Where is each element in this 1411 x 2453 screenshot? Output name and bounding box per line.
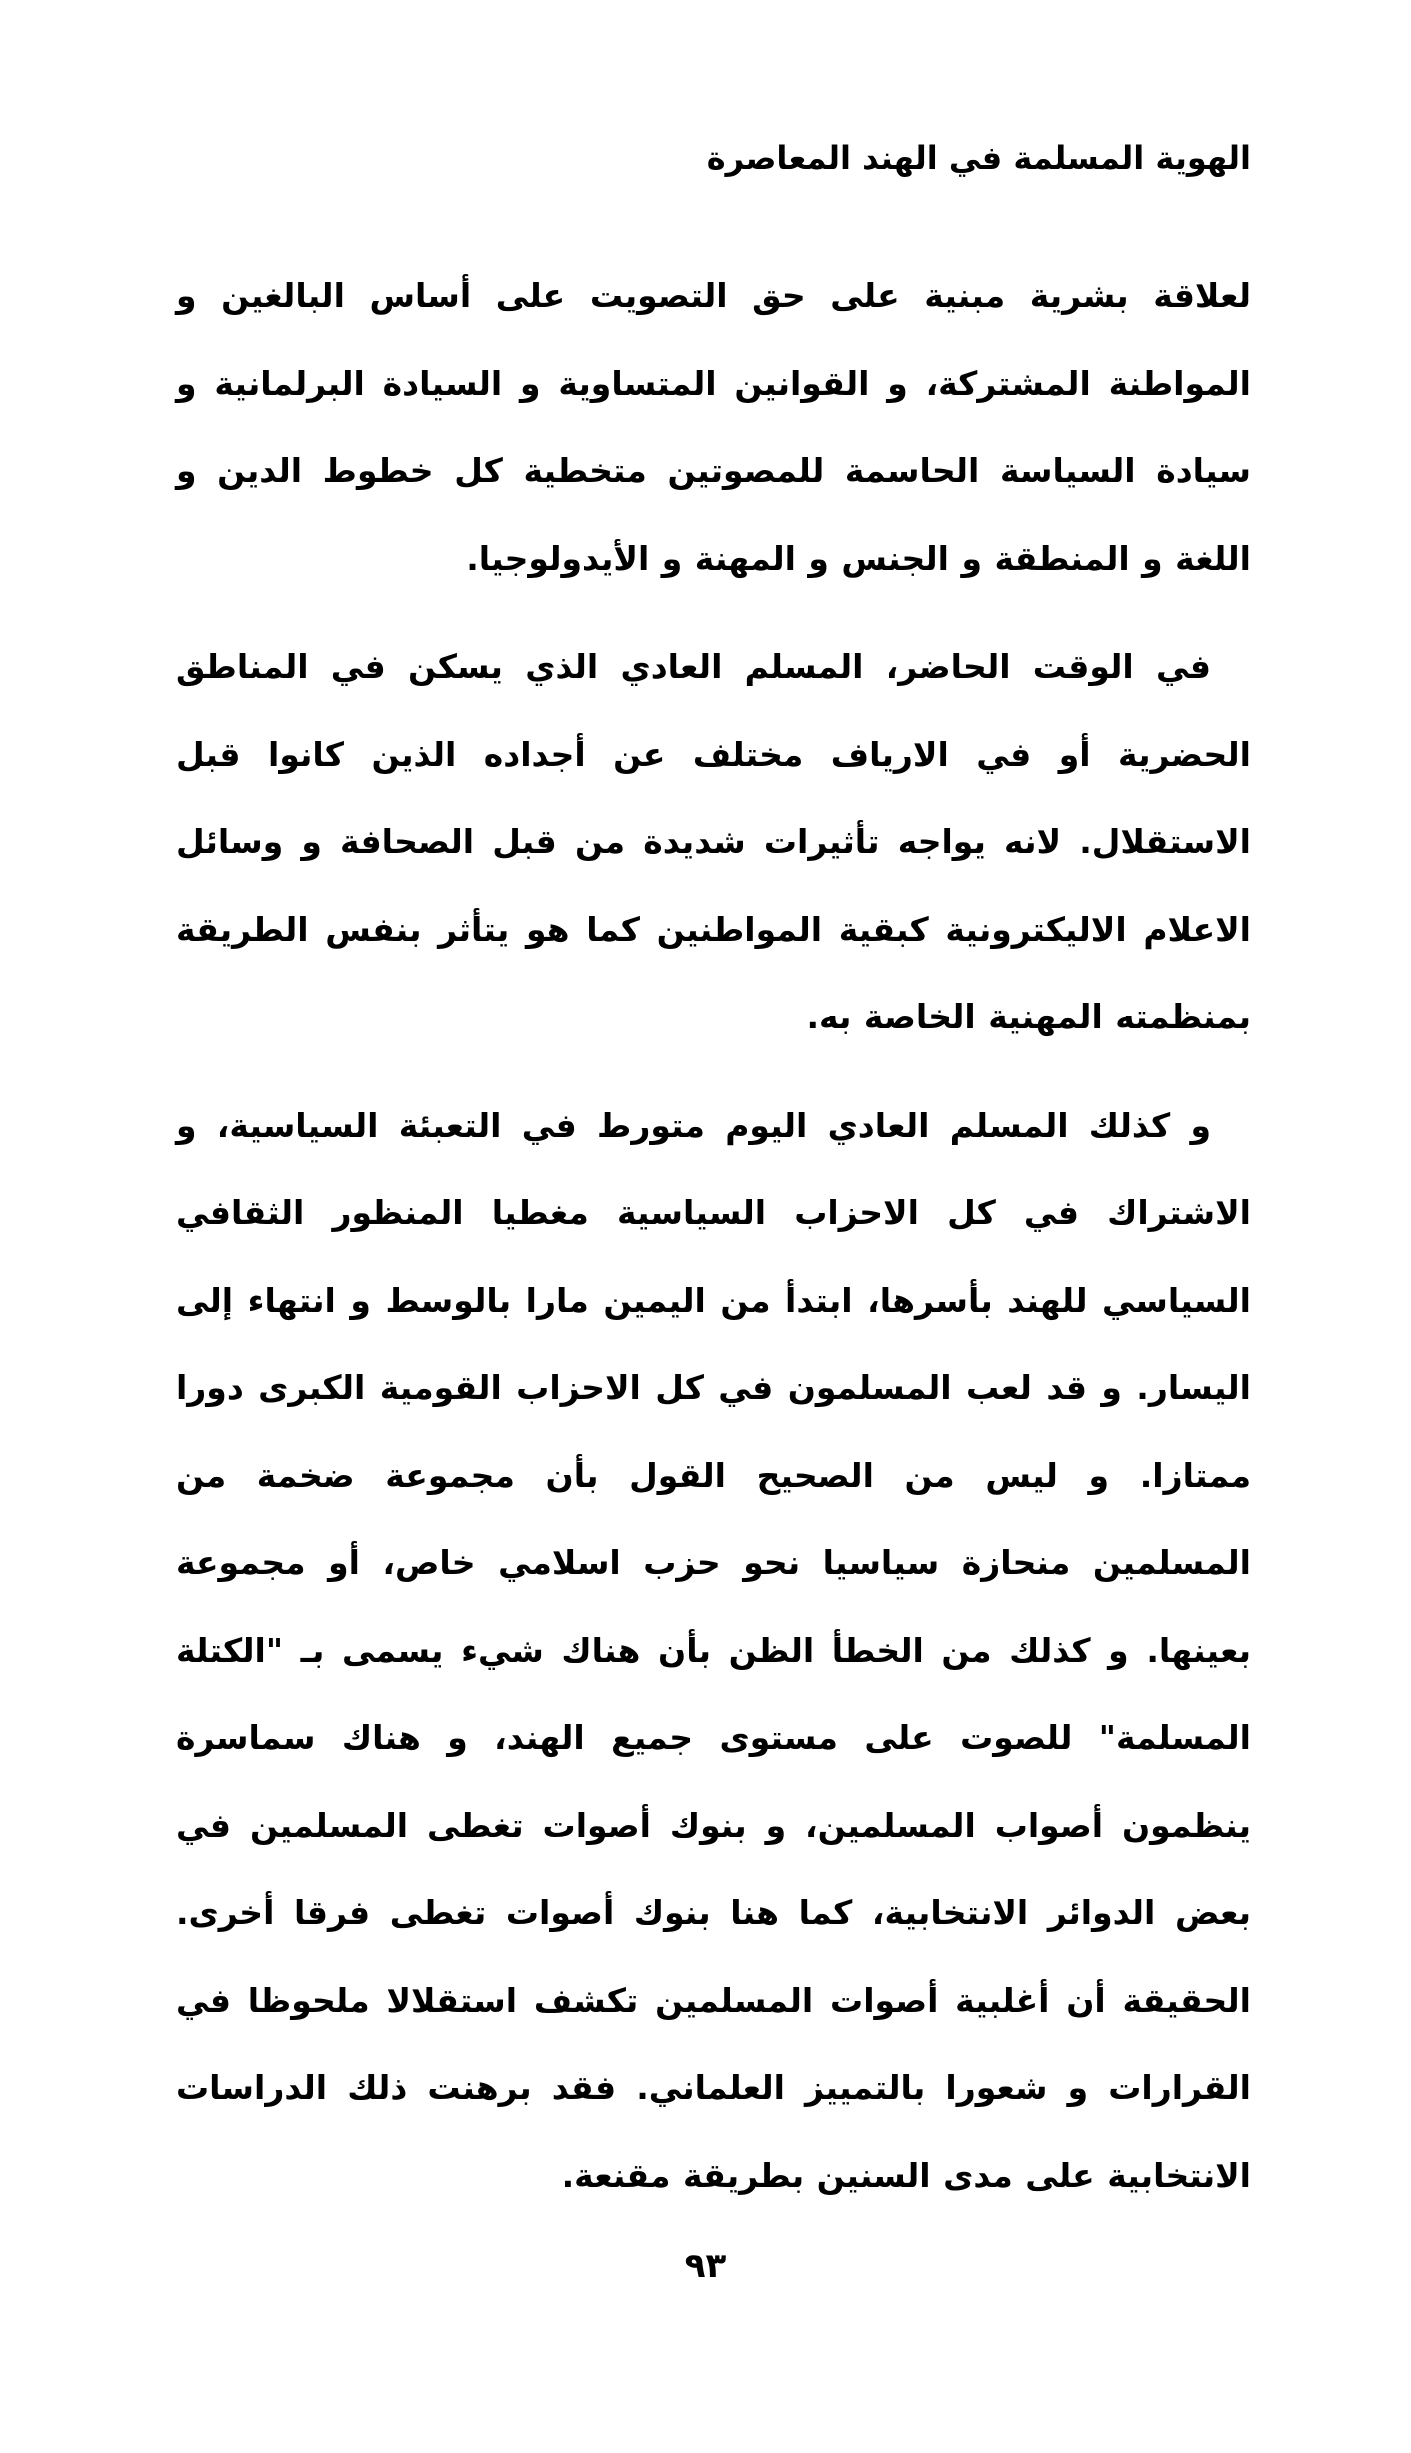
body-text [176,252,1251,2219]
page-number: ٩٣ [684,2246,727,2286]
paragraph-current-muslim: في الوقت الحاضر، المسلم العادي الذي يسكن في المناطق الحضرية أو في الارياف مختلف عن أجداده الذين كانوا قبل الاستقلال. لانه يواجه تأثيرات شديدة من قبل الصحافة و وسائل الاعلام الاليكترونية كبقية المواطنين كما هو يتأثر بنفس الطريقة بمنظمته المهنية الخاصة به. [176,647,1251,1036]
paragraph-continuation: لعلاقة بشرية مبنية على حق التصويت على أساس البالغين و المواطنة المشتركة، و القوانين المتساوية و السيادة البرلمانية و سيادة السياسة الحاسمة للمصوتين متخطية كل خطوط الدين و اللغة و المنطقة و الجنس و المهنة و الأيدولوجيا. [176,276,1251,578]
running-header-title: الهوية المسلمة في الهند المعاصرة [706,139,1251,177]
paragraph-political-mobilization: و كذلك المسلم العادي اليوم متورط في التعبئة السياسية، و الاشتراك في كل الاحزاب السياسية مغطيا المنظور الثقافي السياسي للهند بأسرها، ابتدأ من اليمين مارا بالوسط و انتهاء إلى اليسار. و قد لعب المسلمون في كل الاحزاب القومية الكبرى دورا ممتازا. و ليس من الصحيح القول بأن مجموعة ضخمة من المسلمين منحازة سياسيا نحو حزب اسلامي خاص، أو مجموعة بعينها. و كذلك من الخطأ الظن بأن هناك شيء يسمى بـ "الكتلة المسلمة" للصوت على مستوى جميع الهند، و هناك سماسرة ينظمون أصواب المسلمين، و بنوك أصوات تغطى المسلمين في بعض الدوائر الانتخابية، كما هنا بنوك أصوات تغطى فرقا أخرى. الحقيقة أن أغلبية أصوات المسلمين تكشف استقلالا ملحوظا في القرارات و شعورا بالتمييز العلماني. فقد برهنت ذلك الدراسات الانتخابية على مدى السنين بطريقة مقنعة. [176,1105,1251,2195]
